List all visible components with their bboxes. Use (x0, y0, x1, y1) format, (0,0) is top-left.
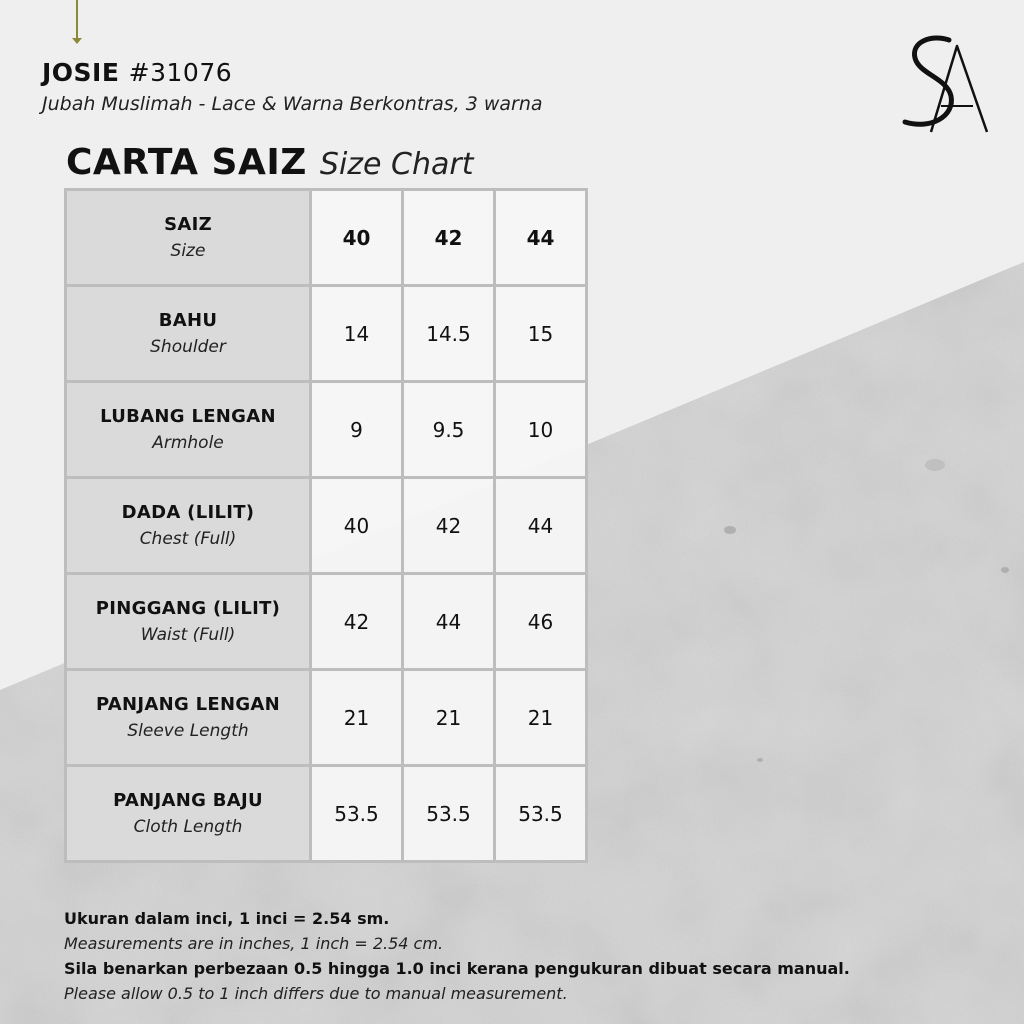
table-row (66, 286, 587, 382)
table-header-row (66, 190, 587, 286)
sa-monogram-logo (897, 32, 992, 142)
value-cell: 44 (495, 478, 587, 574)
label-english: Size (170, 241, 206, 261)
row-label-cell (66, 670, 311, 766)
note-english-tolerance: Please allow 0.5 to 1 inch differs due to manual measurement. (64, 984, 568, 1003)
top-marker-arrow (76, 0, 78, 40)
row-label-cell (66, 286, 311, 382)
size-header-cell: 42 (403, 190, 495, 286)
label-english: Chest (Full) (139, 529, 237, 549)
table-row (66, 382, 587, 478)
value-cell: 9.5 (403, 382, 495, 478)
table-row (66, 574, 587, 670)
product-title (42, 58, 543, 87)
label-malay: PANJANG BAJU (113, 790, 263, 811)
label-english: Waist (Full) (140, 625, 236, 645)
value-cell: 21 (403, 670, 495, 766)
value-cell: 42 (403, 478, 495, 574)
label-malay: BAHU (158, 310, 218, 331)
value-cell: 21 (311, 670, 403, 766)
size-header-cell: 40 (311, 190, 403, 286)
chart-title (66, 142, 473, 183)
value-cell: 53.5 (495, 766, 587, 862)
size-chart-table (64, 188, 588, 863)
label-malay: PINGGANG (LILIT) (95, 598, 281, 619)
label-english: Shoulder (150, 337, 226, 357)
table-row (66, 478, 587, 574)
product-name: JOSIE (42, 58, 120, 87)
value-cell: 42 (311, 574, 403, 670)
label-malay: SAIZ (164, 214, 212, 235)
table-row (66, 766, 587, 862)
label-english: Sleeve Length (127, 721, 249, 741)
product-header (42, 58, 543, 115)
size-header-cell: 44 (495, 190, 587, 286)
table-row (66, 670, 587, 766)
label-english: Cloth Length (133, 817, 243, 837)
value-cell: 15 (495, 286, 587, 382)
row-label-cell (66, 382, 311, 478)
value-cell: 44 (403, 574, 495, 670)
value-cell: 53.5 (403, 766, 495, 862)
row-label-cell (66, 478, 311, 574)
value-cell: 46 (495, 574, 587, 670)
row-label-cell (66, 766, 311, 862)
product-code: #31076 (128, 58, 233, 87)
note-english-units: Measurements are in inches, 1 inch = 2.54 cm. (64, 934, 444, 953)
product-subtitle: Jubah Muslimah - Lace & Warna Berkontras, 3 warna (42, 93, 543, 115)
header-label-cell (66, 190, 311, 286)
label-malay: LUBANG LENGAN (100, 406, 276, 427)
label-malay: DADA (LILIT) (121, 502, 255, 523)
chart-title-english: Size Chart (319, 147, 474, 182)
chart-title-malay: CARTA SAIZ (66, 142, 307, 183)
label-english: Armhole (152, 433, 224, 453)
value-cell: 9 (311, 382, 403, 478)
value-cell: 21 (495, 670, 587, 766)
value-cell: 53.5 (311, 766, 403, 862)
measurement-notes (64, 906, 850, 1006)
value-cell: 40 (311, 478, 403, 574)
note-malay-tolerance: Sila benarkan perbezaan 0.5 hingga 1.0 inci kerana pengukuran dibuat secara manual. (64, 959, 850, 978)
label-malay: PANJANG LENGAN (95, 694, 281, 715)
value-cell: 14 (311, 286, 403, 382)
row-label-cell (66, 574, 311, 670)
value-cell: 14.5 (403, 286, 495, 382)
value-cell: 10 (495, 382, 587, 478)
note-malay-units: Ukuran dalam inci, 1 inci = 2.54 sm. (64, 909, 390, 928)
